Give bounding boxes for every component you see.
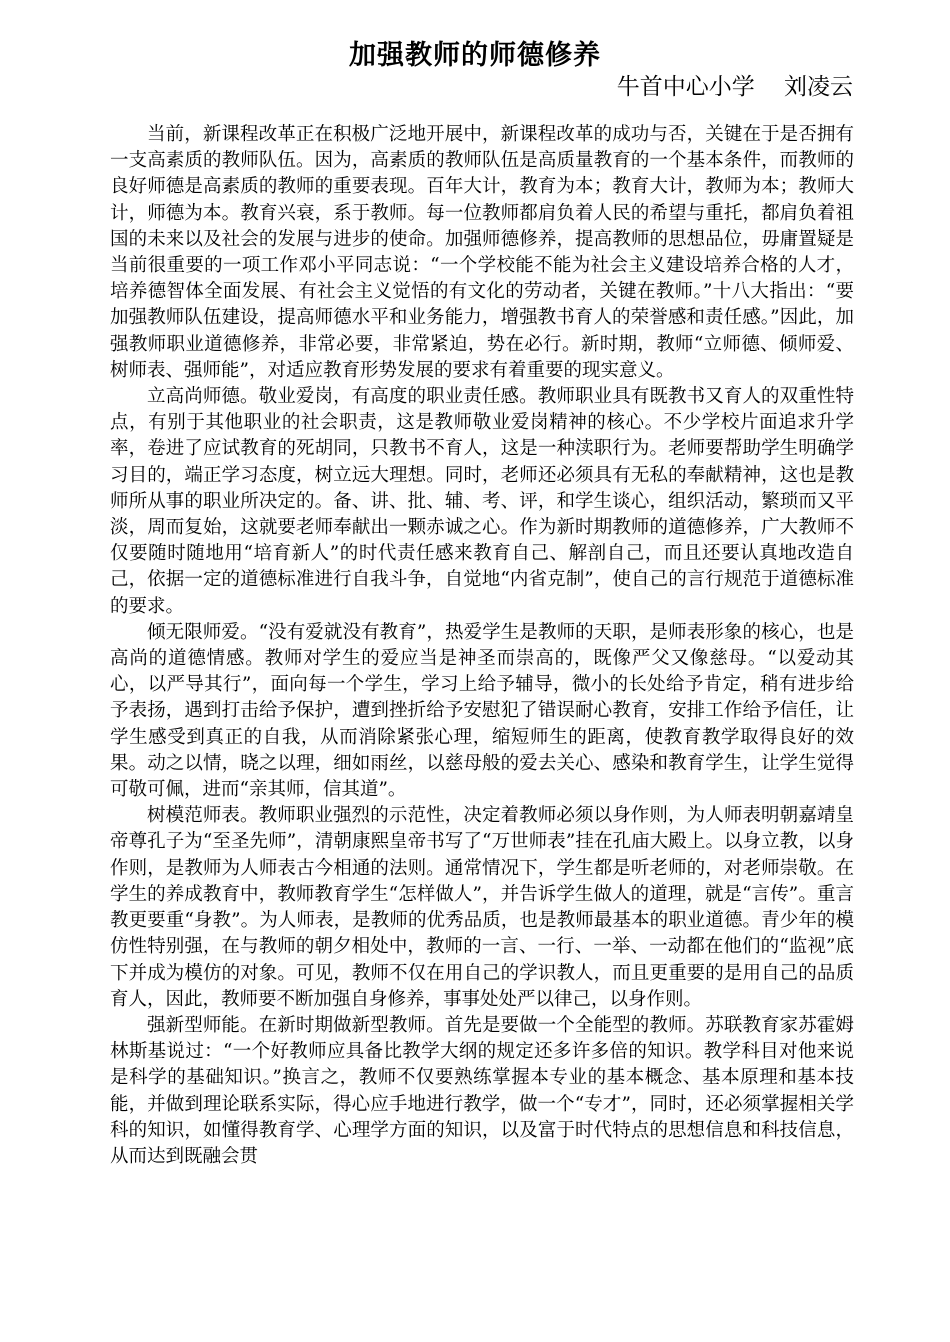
paragraph-ethics: 立高尚师德。敬业爱岗，有高度的职业责任感。教师职业具有既教书又育人的双重性特点，有别于其他职业的社会职责，这是教师敬业爱岗精神的核心。不少学校片面追求升学率，卷进了应试教育的死胡同，只教书不育人，这是一种渎职行为。老师要帮助学生明确学习目的，端正学习态度，树立远大理想。同时，老师还必须具有无私的奉献精神，这也是教师所从事的职业所决定的。备、讲、批、辅、考、评，和学生谈心，组织活动，繁琐而又平淡，周而复始，这就要老师奉献出一颗赤诚之心。作为新时期教师的道德修养，广大教师不仅要随时随地用“培育新人”的时代责任感来教育自己、解剖自己，而且还要认真地改造自己，依据一定的道德标准进行自我斗争，自觉地“内省克制”，使自己的言行规范于道德标准的要求。 (110, 386, 854, 617)
paragraph-intro: 当前，新课程改革正在积极广泛地开展中，新课程改革的成功与否，关键在于是否拥有一支高素质的教师队伍。因为，高素质的教师队伍是高质量教育的一个基本条件，而教师的良好师德是高素质的教师的重要表现。百年大计，教育为本；教育大计，教师为本；教师大计，师德为本。教育兴衰，系于教师。每一位教师都肩负着人民的希望与重托，都肩负着祖国的未来以及社会的发展与进步的使命。加强师德修养，提高教师的思想品位，毋庸置疑是当前很重要的一项工作邓小平同志说：“一个学校能不能为社会主义建设培养合格的人才，培养德智体全面发展、有社会主义觉悟的有文化的劳动者，关键在教师。”十八大指出：“要加强教师队伍建设，提高师德水平和业务能力，增强教书育人的荣誉感和责任感。”因此，加强教师职业道德修养，非常必要，非常紧迫，势在必行。新时期，教师“立师德、倾师爱、树师表、强师能”，对适应教育形势发展的要求有着重要的现实意义。 (110, 124, 854, 381)
page-title: 加强教师的师德修养 (349, 40, 601, 71)
paragraph-model: 树模范师表。教师职业强烈的示范性，决定着教师必须以身作则，为人师表明朝嘉靖皇帝尊孔子为“至圣先师”，清朝康熙皇帝书写了“万世师表”挂在孔庙大殿上。以身立教，以身作则，是教师为人师表古今相通的法则。通常情况下，学生都是听老师的，对老师崇敬。在学生的养成教育中，教师教育学生“怎样做人”，并告诉学生做人的道理，就是“言传”。重言教更要重“身教”。为人师表，是教师的优秀品质，也是教师最基本的职业道德。青少年的模仿性特别强，在与教师的朝夕相处中，教师的一言、一行、一举、一动都在他们的“监视”底下并成为模仿的对象。可见，教师不仅在用自己的学识教人，而且更重要的是用自己的品质育人，因此，教师要不断加强自身修养，事事处处严以律己，以身作则。 (110, 805, 854, 1010)
article-body (110, 122, 854, 1170)
paragraph-ability: 强新型师能。在新时期做新型教师。首先是要做一个全能型的教师。苏联教育家苏霍姆林斯基说过：“一个好教师应具备比教学大纲的规定还多许多倍的知识。教学科目对他来说是科学的基础知识。”换言之，教师不仅要熟练掌握本专业的基本概念、基本原理和基本技能，并做到理论联系实际，得心应手地进行教学，做一个“专才”，同时，还必须掌握相关学科的知识，如懂得教育学、心理学方面的知识，以及富于时代特点的思想信息和科技信息，从而达到既融会贯 (110, 1014, 854, 1167)
author-byline: 牛首中心小学 刘凌云 (616, 74, 853, 100)
paragraph-love: 倾无限师爱。“没有爱就没有教育”，热爱学生是教师的天职，是师表形象的核心，也是高尚的道德情感。教师对学生的爱应当是神圣而崇高的，既像严父又像慈母。“以爱动其心，以严导其行”，面向每一个学生，学习上给予辅导，微小的长处给予肯定，稍有进步给予表扬，遇到打击给予保护，遭到挫折给予安慰犯了错误耐心教育，安排工作给予信任，让学生感受到真正的自我，从而消除紧张心理，缩短师生的距离，使教育教学取得良好的效果。动之以情，晓之以理，细如雨丝，以慈母般的爱去关心、感染和教育学生，让学生觉得可敬可佩，进而“亲其师，信其道”。 (110, 621, 854, 801)
